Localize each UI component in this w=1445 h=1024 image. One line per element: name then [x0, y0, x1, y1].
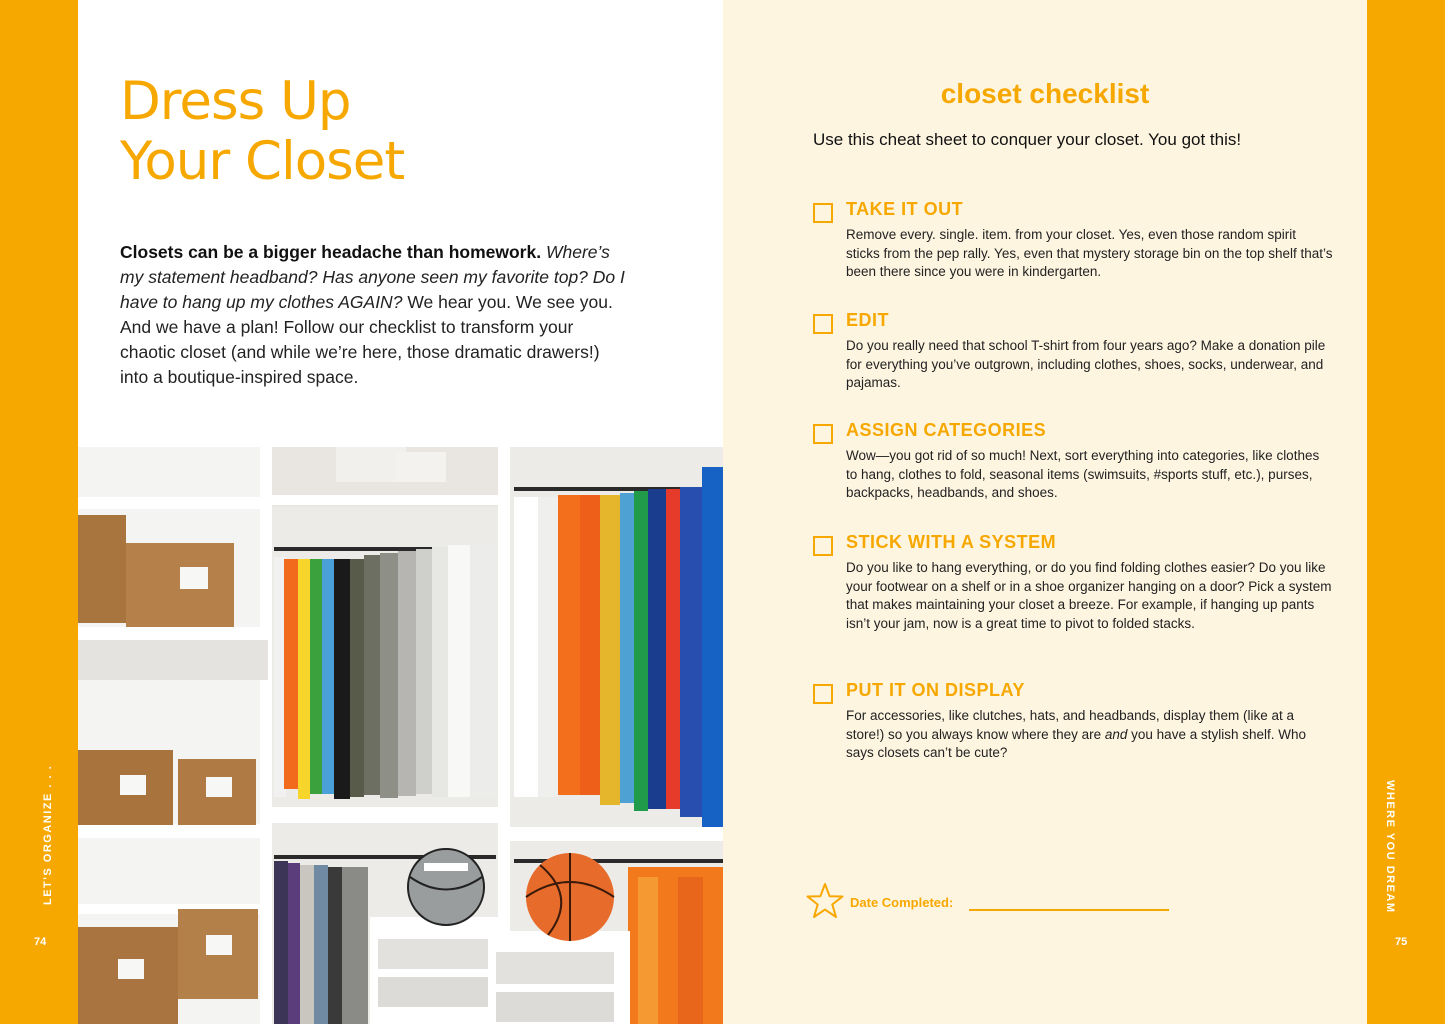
checklist-body: Do you really need that school T-shirt from four years ago? Make a donation pile for everything you’ve outgrown, including clothes, shoes, socks, underwear, and pajamas. — [846, 338, 1326, 390]
checklist-item-assign-categories — [813, 420, 1333, 503]
running-head-right: WHERE YOU DREAM — [1384, 780, 1396, 914]
checklist-body — [846, 707, 1333, 763]
checklist-body: Do you like to hang everything, or do you find folding clothes easier? Do you like your footwear on a shelf or in a shoe organizer hanging on a door? Pick a system that makes maintaining your closet a breeze. For example, if hanging up pants isn’t your jam, now is a great time to pivot to folded stacks. — [846, 560, 1332, 631]
checklist-heading: TAKE IT OUT — [846, 199, 964, 219]
date-completed-label: Date Completed: — [850, 895, 954, 910]
checklist-item-take-it-out — [813, 199, 1333, 282]
left-margin-band — [0, 0, 78, 1024]
checkbox-icon[interactable] — [813, 424, 833, 444]
right-margin-band — [1367, 0, 1445, 1024]
checklist-heading: STICK WITH A SYSTEM — [846, 532, 1057, 552]
checklist-body: Remove every. single. item. from your closet. Yes, even those random spirit sticks from the pep rally. Yes, even that mystery storage bin on the top shelf that’s been there since you were in kindergarten. — [846, 227, 1333, 279]
checklist-item-edit — [813, 310, 1333, 393]
right-page — [723, 0, 1367, 1024]
page-title — [120, 72, 404, 192]
star-icon — [806, 882, 844, 920]
title-line-1: Dress Up — [120, 71, 351, 132]
page-number-left: 74 — [34, 936, 47, 948]
checkbox-icon[interactable] — [813, 536, 833, 556]
intro-paragraph — [120, 240, 630, 390]
checkbox-icon[interactable] — [813, 314, 833, 334]
checkbox-icon[interactable] — [813, 203, 833, 223]
checklist-title: closet checklist — [940, 78, 1150, 109]
checklist-body: Wow—you got rid of so much! Next, sort everything into categories, like clothes to hang, clothes to fold, seasonal items (swimsuits, #sports stuff, etc.), purses, backpacks, headbands, and shoes. — [846, 448, 1320, 500]
checklist-body-part: you have a stylish shelf. Who says closets can’t be cute? — [846, 726, 1306, 760]
date-completed-field[interactable] — [969, 909, 1169, 911]
checklist-body-part: For accessories, like clutches, hats, and headbands, display them (like at a store!) so you always know where they are — [846, 708, 1294, 742]
closet-photo — [78, 447, 723, 1024]
running-head-left: LET'S ORGANIZE . . . — [42, 764, 54, 905]
title-line-2: Your Closet — [120, 131, 405, 192]
checklist-heading: EDIT — [846, 310, 890, 330]
intro-italic: Where’s my statement headband? Has anyone seen my favorite top? Do I have to hang up my clothes AGAIN? — [120, 242, 625, 312]
checkbox-icon[interactable] — [813, 684, 833, 704]
checklist-heading: ASSIGN CATEGORIES — [846, 420, 1047, 440]
checklist-item-put-it-on-display — [813, 680, 1333, 763]
left-page — [78, 0, 723, 1024]
checklist-subtitle: Use this cheat sheet to conquer your closet. You got this! — [813, 130, 1242, 149]
page-number-right: 75 — [1395, 936, 1408, 948]
checklist-body-italic: and — [1104, 726, 1128, 742]
intro-rest: We hear you. We see you. And we have a plan! Follow our checklist to transform your chaotic closet (and while we’re here, those dramatic drawers!) into a boutique-inspired space. — [120, 292, 613, 387]
checklist-item-stick-with-a-system — [813, 532, 1333, 633]
checklist-heading: PUT IT ON DISPLAY — [846, 680, 1025, 700]
intro-bold: Closets can be a bigger headache than homework. — [120, 242, 542, 262]
